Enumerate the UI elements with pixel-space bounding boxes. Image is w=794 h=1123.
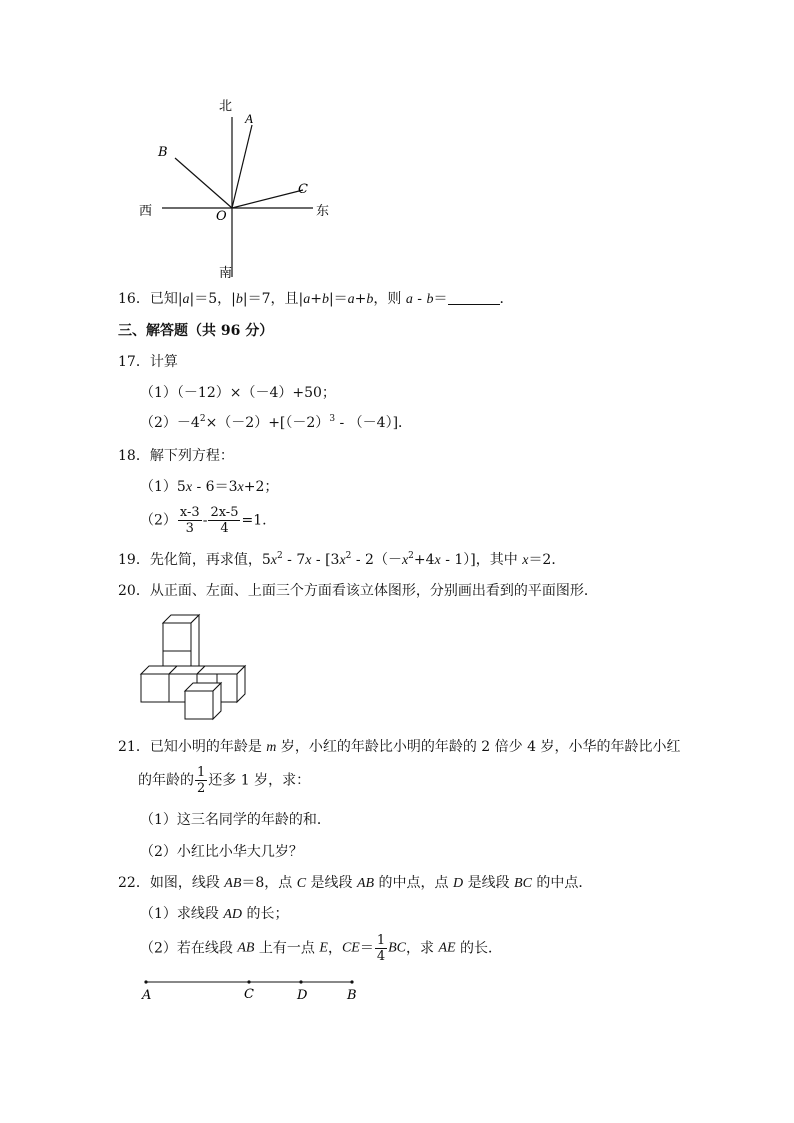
q17-text: （2）－4 [140,415,200,431]
var-a: a [303,292,311,307]
segment-ae: AE [438,940,456,956]
var-m: m [266,740,277,755]
label-a: A [142,988,152,1003]
segment-bc: BC [388,940,406,956]
var-b: b [235,292,243,307]
point-a-dot [144,980,147,983]
point-b-dot [350,980,353,983]
q21-text: 岁，小红的年龄比小明的年龄的 2 倍少 4 岁，小华的年龄比小红 [276,739,681,755]
exponent: 3 [329,414,336,424]
q18-text: （2） [140,512,177,529]
point-c: C [296,876,307,891]
q22-text: 是线段 [463,875,515,891]
q18-text: +2； [243,479,279,495]
question-21-part1: （1）这三名同学的年龄的和． [140,812,331,828]
q16-text: + [310,291,322,307]
numerator: 2x-5 [210,505,239,520]
label-west: 西 [139,204,153,219]
label-east: 东 [316,204,330,219]
q19-text: - 7 [282,552,306,568]
var-x: x [185,480,193,495]
q22-text: 上有一点 [254,940,320,957]
question-21-line2 [138,765,310,796]
q16-text: ． [499,291,514,307]
var-a: a [405,292,413,307]
numerator: 1 [197,765,206,780]
section-heading: 三、解答题（共 96 分） [118,323,274,339]
exponent: 2 [199,414,206,424]
fraction [208,505,240,536]
label-c: C [298,182,308,197]
q17-text: ×（－2）+[（－2） [205,415,330,431]
q16-text: |＝ [328,291,348,307]
var-b: b [321,292,329,307]
exponent: 2 [345,551,352,561]
label-b: B [158,145,168,160]
q16-text: 16．已知| [118,291,183,307]
denominator: 3 [185,521,194,536]
segment-ad: AD [223,907,243,922]
label-north: 北 [219,99,233,114]
question-21-line1 [118,740,680,755]
exponent: 2 [276,551,283,561]
var-x: x [522,553,529,568]
compass-figure [130,95,340,285]
q21-text: 还多 1 岁，求： [208,772,311,789]
question-17-title: 17．计算 [118,354,178,370]
var-x: x [434,553,441,568]
q17-text: - （－4）]． [335,415,413,431]
question-17-part1: （1）（－12）×（－4）+50； [140,385,336,401]
q19-text: +4 [413,552,435,568]
fraction [178,505,202,536]
question-21-part2: （2）小红比小华大几岁？ [140,844,303,860]
question-20: 20．从正面、左面、上面三个方面看该立体图形，分别画出看到的平面图形． [118,583,598,599]
label-a: A [245,111,253,126]
q16-text: |＝5，| [189,291,236,307]
exponent: 2 [408,551,414,561]
var-x: x [305,553,312,568]
question-19 [118,553,565,568]
numerator: 1 [376,933,386,948]
denominator: 4 [376,949,386,964]
question-18-title: 18．解下列方程： [118,448,234,464]
question-18-part2 [140,505,267,536]
q22-text: （1）求线段 [140,906,224,922]
q22-text: 的长． [455,940,503,957]
q16-text: ＝ [433,291,448,307]
q19-text: - 1）]，其中 [440,552,523,568]
ray-oc [232,190,303,208]
q22-text: ，求 [406,940,439,957]
point-c-dot [247,980,250,983]
question-16 [118,292,514,307]
segment-ab: AB [356,876,375,891]
var-a: a [347,292,355,307]
denominator: 4 [220,521,229,536]
question-22 [118,876,592,891]
q22-text: ＝8，点 [241,875,297,891]
q16-text: |＝7，且| [242,291,304,307]
label-south: 南 [219,266,233,281]
question-17-part2 [140,416,412,430]
numerator: x-3 [179,505,200,520]
segment-ab: AB [237,940,255,956]
q22-text: 是线段 [306,875,357,891]
q19-text: - [3 [311,552,340,568]
ray-ob [175,158,232,208]
minus-sign: - [202,512,208,529]
label-b: B [347,988,357,1003]
denominator: 2 [197,781,206,796]
label-c: C [244,987,254,1002]
q16-text: - [412,291,427,307]
point-d: D [453,876,464,891]
q19-text: ＝2． [528,552,566,568]
q21-text: 的年龄的 [138,772,194,789]
q22-text: ， [327,940,342,957]
var-b: b [426,292,434,307]
fraction [195,765,207,796]
q18-text: （1）5 [140,479,186,495]
q22-text: ＝ [359,940,374,957]
var-x: x [237,480,244,495]
q19-text: 19．先化简，再求值，5 [118,552,271,568]
q18-text: - 6＝3 [192,479,238,495]
var-x: x [270,553,277,568]
segment-figure [135,972,365,1006]
point-d-dot [299,980,302,983]
cube-figure [138,612,250,724]
q16-text: + [354,291,367,307]
var-a: a [182,292,190,307]
ray-oa [232,125,252,208]
q19-text: - 2（－ [351,552,402,568]
var-b: b [366,292,374,307]
q21-text: 21．已知小明的年龄是 [118,739,267,755]
question-22-part2 [140,933,502,964]
segment-bc: BC [514,876,532,891]
segment-ce: CE [341,940,360,956]
answer-blank[interactable] [448,293,500,305]
q22-text: （2）若在线段 [140,940,238,957]
q22-text: 的中点． [531,875,593,891]
segment-ab: AB [224,876,242,891]
question-18-part1 [140,480,278,495]
label-o: O [216,209,227,224]
q16-text: ，则 [373,291,406,307]
q22-text: 的中点，点 [374,875,453,891]
var-x: x [401,553,409,568]
point-e: E [319,940,328,956]
q22-text: 22．如图，线段 [118,875,225,891]
q22-text: 的长； [242,906,289,922]
label-d: D [297,988,308,1003]
q18-text: =1. [241,512,267,529]
question-22-part1 [140,907,288,922]
var-x: x [339,553,346,568]
fraction [375,933,387,964]
